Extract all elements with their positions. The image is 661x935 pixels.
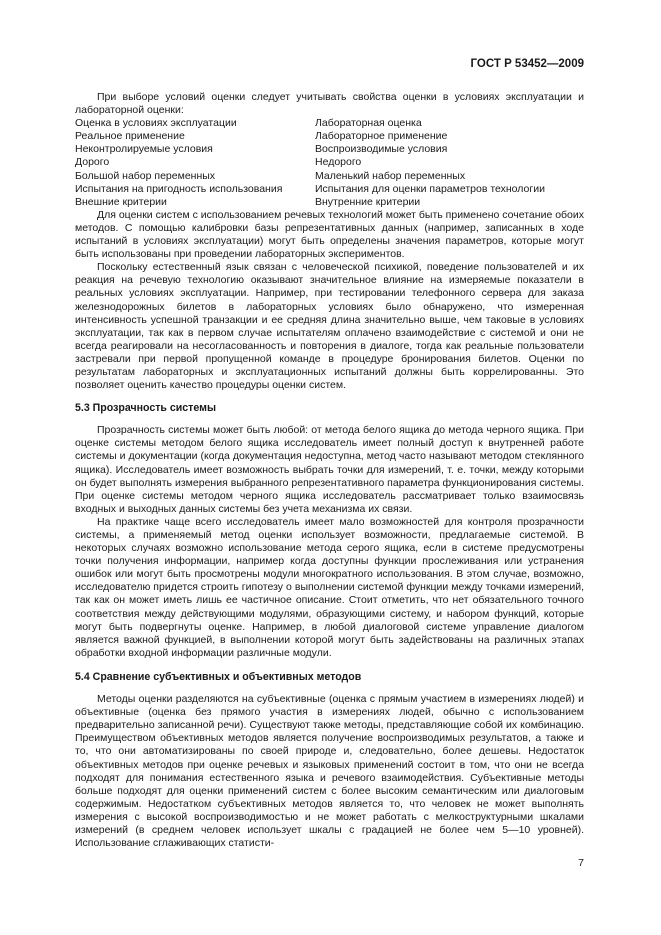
paragraph: Поскольку естественный язык связан с человеческой психикой, поведение пользователей и их реакция на речевую технологию оказывают значительное влияние на измеряемые показатели в реальных условиях эксплуатации. Например, при тестировании телефонного сервера для заказа железнодорожных билетов в лабораторных условиях было обнаружено, что измеренная интенсивность успешной транзакции и ее средняя длина значительно выше, чем таковые в условиях эксплуатации, так как в первом случае испытателям оплачено взаимодействие с системой и они не всегда реагировали на несогласованность и повторения в диалоге, тогда как реальные пользователи застревали при первой пропущенной команде в процедуре бронирования билетов. Оценки по результатам лабораторных и эксплуатационных испытаний должны быть коррелированны. Это позволяет оценить качество процедуры оценки систем. (75, 261, 584, 392)
standard-designation: ГОСТ Р 53452—2009 (470, 58, 584, 70)
document-body (75, 91, 584, 850)
left-item: Неконтролируемые условия (75, 143, 213, 156)
right-item: Лабораторное применение (315, 130, 448, 143)
left-item: Испытания на пригодность использования (75, 182, 283, 195)
paragraph: Для оценки систем с использованием речевых технологий может быть применено сочетание обоих методов. С помощью калибровки базы репрезентативных данных (например, записанных в ходе испытаний в условиях эксплуатации) могут быть определены значения параметров, которые могут быть использованы при проведении лабораторных экспериментов. (75, 208, 585, 261)
paragraph: На практике чаще всего исследователь имеет мало возможностей для контроля прозрачности системы, а применяемый метод оценки использует возможности, предлагаемые системой. В некоторых случаях возможно использование метода серого ящика, если в системе предусмотрены точки получения информации, например когда доступны функции прослеживания или устранения ошибок или могут быть просмотрены модули многократного использования. В этом случае, возможно, исследователю придется строить гипотезу о выполнении системой функции между точками измерений, так как он может иметь лишь ее частичное описание. Стоит отметить, что нет обязательного точного соответствия между действующими модулями, образующими систему, и набором функций, которые могут быть подвергнуты оценке. Например, в любой диалоговой системе управление диалогом является важной функцией, в выполнении которой могут быть задействованы на различных этапах обработки входной информации различные модули. (75, 515, 584, 659)
right-item: Внутренние критерии (315, 195, 421, 208)
left-item: Оценка в условиях эксплуатации (75, 117, 237, 130)
right-item: Маленький набор переменных (315, 169, 466, 182)
right-item: Лабораторная оценка (315, 117, 422, 130)
section-heading: 5.3 Прозрачность системы (75, 402, 216, 415)
comparison-list (75, 117, 584, 209)
left-item: Внешние критерии (75, 195, 167, 208)
right-item: Испытания для оценки параметров технологии (315, 182, 545, 195)
page-number: 7 (578, 857, 584, 869)
section-heading: 5.4 Сравнение субъективных и объективных методов (75, 670, 362, 683)
paragraph: Прозрачность системы может быть любой: от метода белого ящика до метода черного ящика. При оценке системы методом белого ящика исследователь имеет полный доступ к внутренней работе системы и документации (когда документация недоступна, метод часто называют методом стеклянного ящика). Исследователь имеет возможность выбрать точки для измерений, т. е. точки, между которыми он будет выполнять измерения выбранного репрезентативного параметра функционирования системы. При оценке системы методом черного ящика исследователь рассматривает только взаимосвязь входных и выходных данных системы без учета механизма их связи. (75, 424, 584, 515)
right-item: Воспроизводимые условия (315, 143, 448, 156)
right-item: Недорого (315, 156, 362, 169)
paragraph: Методы оценки разделяются на субъективные (оценка с прямым участием в измерениях людей) и объективные (оценка без прямого участия в измерениях людей, обычно с использованием предварительно записанной речи). Существуют также методы, представляющие собой их комбинацию. Преимуществом объективных методов является получение воспроизводимых результатов, а также и то, что они автоматизированы по своей природе и, следовательно, более дешевы. Недостаток объективных методов при оценке речевых и языковых применений состоит в том, что они не всегда подходят для понимания естественного языка и речевого взаимодействия. Субъективные методы больше подходят для оценки применений систем с более высоким семантическим или диалоговым содержимым. Недостатком субъективных методов является то, что человек не может выполнять измерения с высокой воспроизводимостью и не может работать с мелкоструктурными шкалами измерений (в среднем человек использует шкалы с градацией не более чем 5—10 уровней). Использование сглаживающих статисти- (75, 693, 584, 850)
left-item: Большой набор переменных (75, 169, 216, 182)
left-item: Дорого (75, 156, 110, 169)
left-item: Реальное применение (75, 130, 185, 143)
intro-paragraph: При выборе условий оценки следует учитывать свойства оценки в условиях эксплуатации и лабораторной оценки: (75, 91, 584, 117)
